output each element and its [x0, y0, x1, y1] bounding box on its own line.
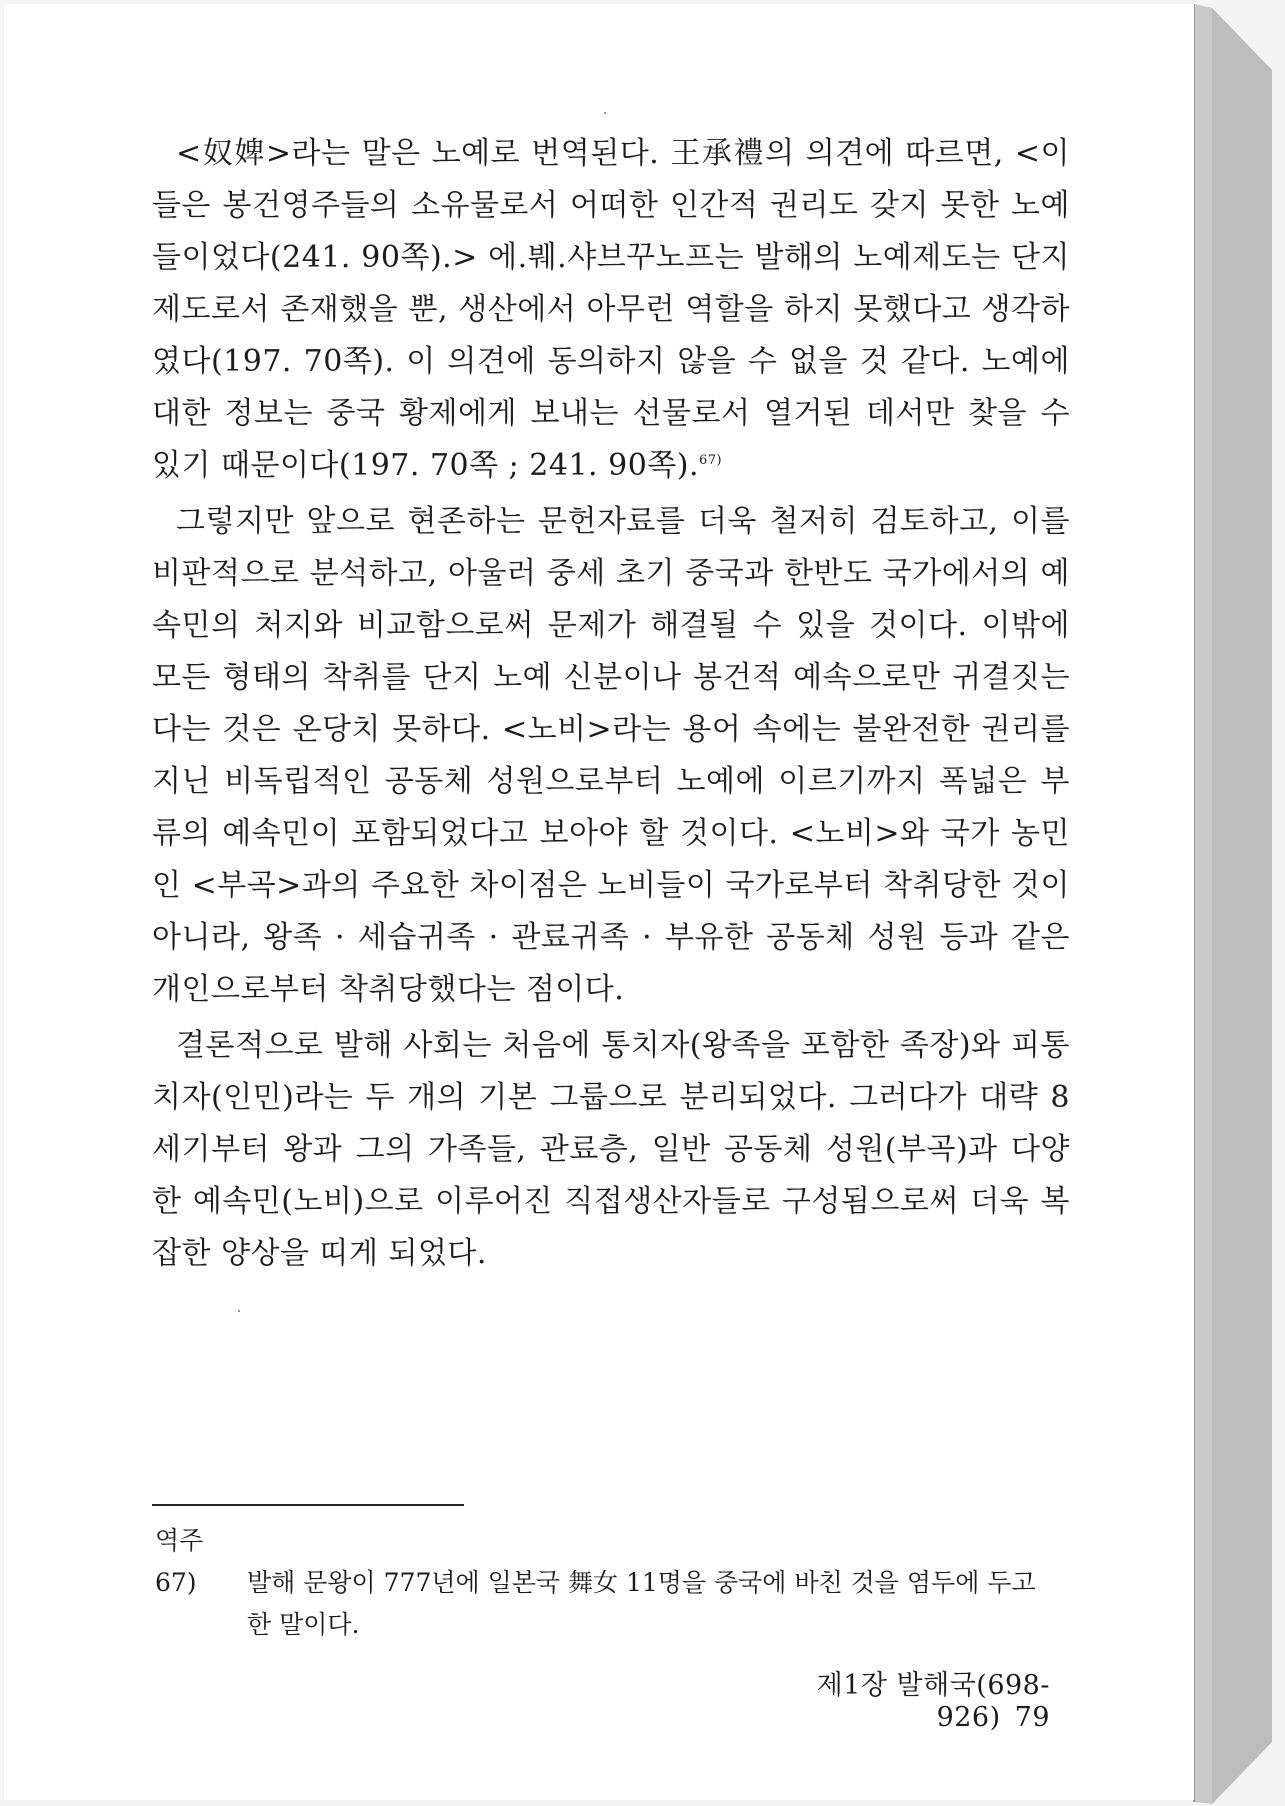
paragraph-1-text: <奴婢>라는 말은 노예로 번역된다. 王承禮의 의견에 따르면, <이들은 봉건영주들의 소유물로서 어떠한 인간적 권리도 갖지 못한 노예들이었다(241. 90쪽).> 에.붸.샤브꾸노프는 발해의 노예제도는 단지 제도로서 존재했을 뿐, 생산에서 아무런 역할을 하지 못했다고 생각하였다(197. 70쪽). 이 의견에 동의하지 않을 수 없을 것 같다. 노예에 대한 정보는 중국 황제에게 보내는 선물로서 열거된 데서만 찾을 수 있기 때문이다(197. 70쪽 ; 241. 90쪽). [152, 136, 1070, 483]
paragraph-2: 그렇지만 앞으로 현존하는 문헌자료를 더욱 철저히 검토하고, 이를 비판적으로 분석하고, 아울러 중세 초기 중국과 한반도 국가에서의 예속민의 처지와 비교함으로써 문제가 해결될 수 있을 것이다. 이밖에 모든 형태의 착취를 단지 노예 신분이나 봉건적 예속으로만 귀결짓는다는 것은 온당치 못하다. <노비>라는 용어 속에는 불완전한 권리를 지닌 비독립적인 공동체 성원으로부터 노예에 이르기까지 폭넓은 부류의 예속민이 포함되었다고 보아야 할 것이다. <노비>와 국가 농민인 <부곡>과의 주요한 차이점은 노비들이 국가로부터 착취당한 것이 아니라, 왕족 · 세습귀족 · 관료귀족 · 부유한 공동체 성원 등과 같은 개인으로부터 착취당했다는 점이다. [152, 504, 1070, 1007]
footnote-label: 역주 67) [155, 1526, 204, 1597]
footnote-reference[interactable]: 67) [699, 453, 723, 468]
footnote [155, 1520, 1080, 1646]
footnote-line-2: 한 말이다. [247, 1610, 360, 1639]
footnote-divider [152, 1504, 464, 1506]
footnote-line-1 [155, 1520, 1080, 1604]
paragraph-1 [152, 128, 1070, 492]
footnote-text-1: 발해 문왕이 777년에 일본국 舞女 11명을 중국에 바친 것을 염두에 두고 [247, 1568, 1036, 1597]
scan-speck [604, 112, 606, 114]
chapter-title: 제1장 발해국(698-926) [816, 1670, 1050, 1733]
paragraph-3: 결론적으로 발해 사회는 처음에 통치자(왕족을 포함한 족장)와 피통치자(인민)라는 두 개의 기본 그룹으로 분리되었다. 그러다가 대략 8세기부터 왕과 그의 가족들, 관료층, 일반 공동체 성원(부곡)과 다양한 예속민(노비)으로 이루어진 직접생산자들로 구성됨으로써 더욱 복잡한 양상을 띠게 되었다. [152, 1028, 1070, 1271]
scan-speck [238, 1310, 240, 1312]
page-number: 79 [1014, 1702, 1050, 1733]
body-text [152, 128, 1070, 1280]
running-footer [740, 1663, 1050, 1733]
